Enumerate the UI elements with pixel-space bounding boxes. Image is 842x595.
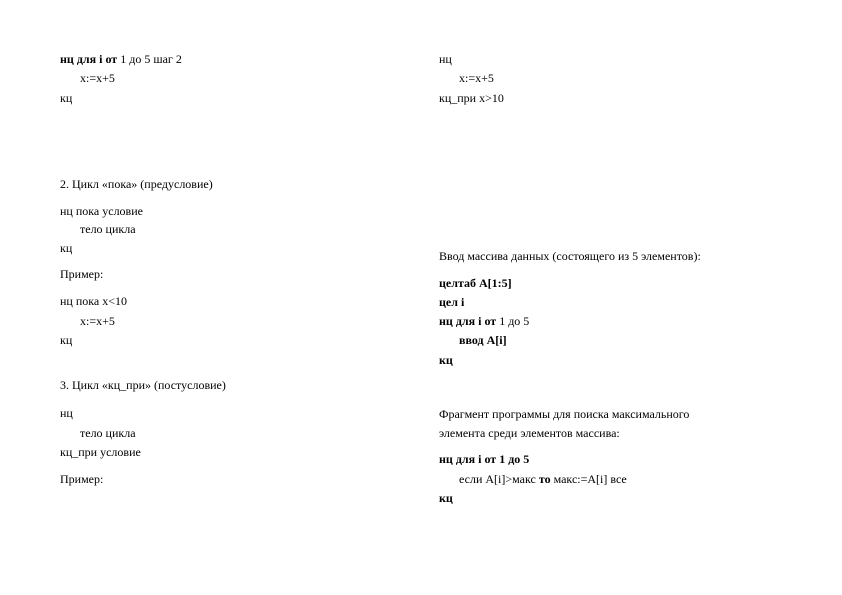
- max-search-title-line2: элемента среди элементов массива:: [439, 426, 620, 440]
- section2-example-line3: кц: [60, 333, 73, 347]
- max-search-line2-keyword: то: [538, 472, 551, 486]
- max-search-line3: кц: [439, 491, 453, 505]
- max-search-line2: [459, 472, 627, 486]
- array-input-line3: [439, 314, 529, 328]
- for-loop-from-keyword: от: [105, 52, 118, 66]
- section3-title: 3. Цикл «кц_при» (постусловие): [60, 378, 226, 392]
- section2-example-label: Пример:: [60, 267, 104, 281]
- array-input-line3-range: 1 до 5: [496, 314, 530, 328]
- max-search-title-line1: Фрагмент программы для поиска максимального: [439, 407, 690, 421]
- for-loop-range: 1 до 5 шаг 2: [117, 52, 182, 66]
- array-input-line2: цел i: [439, 295, 465, 309]
- section2-syntax-line1: нц пока условие: [60, 204, 143, 218]
- max-search-line2-cond: если A[i]>макс: [459, 472, 539, 486]
- array-input-line3-keyword: нц для i от: [439, 314, 497, 328]
- max-search-line2-action: макс:=A[i] все: [550, 472, 627, 486]
- section3-syntax-line1: нц: [60, 406, 73, 420]
- section2-example-line2: x:=x+5: [80, 314, 115, 328]
- array-input-line4: ввод A[i]: [459, 333, 507, 347]
- section2-syntax-line3: кц: [60, 241, 73, 255]
- section2-example-line1: нц пока x<10: [60, 294, 128, 308]
- post-example-line3: кц_при x>10: [439, 91, 504, 105]
- section3-syntax-line3: кц_при условие: [60, 445, 141, 459]
- array-input-line5: кц: [439, 353, 453, 367]
- section3-syntax-line2: тело цикла: [80, 426, 136, 440]
- array-input-title: Ввод массива данных (состоящего из 5 элементов):: [439, 249, 701, 263]
- for-loop-keyword: нц для: [60, 52, 97, 66]
- array-input-line1: целтаб A[1:5]: [439, 276, 512, 290]
- section3-example-label: Пример:: [60, 472, 104, 486]
- post-example-line2: x:=x+5: [459, 71, 494, 85]
- section2-title: 2. Цикл «пока» (предусловие): [60, 177, 213, 191]
- for-loop-header: [60, 52, 182, 66]
- for-loop-end: кц: [60, 91, 73, 105]
- for-loop-body: x:=x+5: [80, 71, 115, 85]
- section2-syntax-line2: тело цикла: [80, 222, 136, 236]
- max-search-line1: нц для i от 1 до 5: [439, 452, 530, 466]
- for-loop-var: i: [96, 52, 106, 66]
- post-example-line1: нц: [439, 52, 452, 66]
